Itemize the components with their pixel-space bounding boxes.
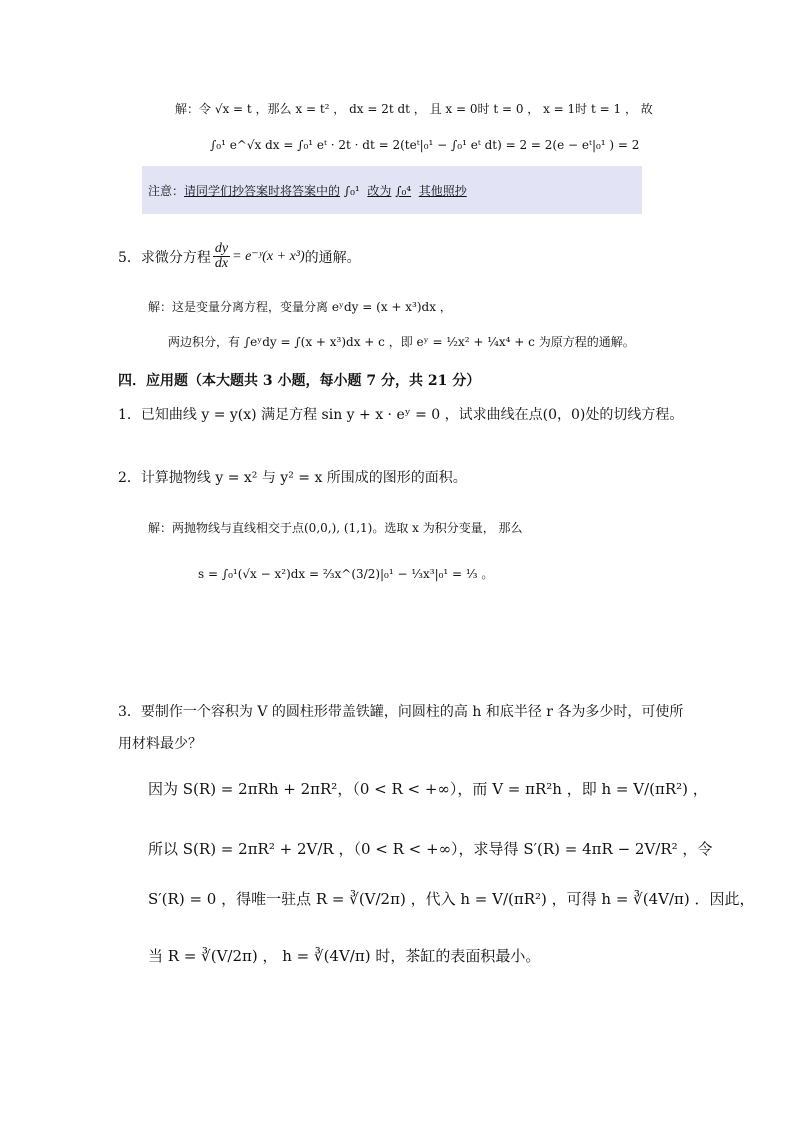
app3-sol-line2: 所以 S(R) = 2πR² + 2V/R ，（0 < R < +∞），求导得 S′(R) = 4πR − 2V/R² ，令 — [148, 840, 713, 858]
app1-question: 1．已知曲线 y = y(x) 满足方程 sin y + x · eʸ = 0 ，试求曲线在点(0，0)处的切线方程。 — [118, 407, 684, 423]
q5-question — [118, 242, 361, 271]
sol4-line2: ∫₀¹ e^√x dx = ∫₀¹ eᵗ · 2t · dt = 2(teᵗ|₀¹ − ∫₀¹ eᵗ dt) = 2 = 2(e − eᵗ|₀¹ ) = 2 — [210, 138, 640, 152]
q5-sol-line2: 两边积分，有 ∫eʸdy = ∫(x + x³)dx + c ，即 eʸ = ½x² + ¼x⁴ + c 为原方程的通解。 — [168, 335, 635, 349]
q5-frac-num: dy — [214, 241, 229, 256]
app3-question-line1: 3．要制作一个容积为 V 的圆柱形带盖铁罐，问圆柱的高 h 和底半径 r 各为多少时，可使所 — [118, 704, 684, 720]
note-prefix: 注意： — [148, 184, 185, 198]
note-int-to: ∫₀⁴ — [395, 184, 412, 198]
app2-sol-line1: 解：两抛物线与直线相交于点(0,0,), (1,1)。选取 x 为积分变量， 那么 — [148, 521, 523, 535]
note-change-to: 改为 — [367, 184, 392, 198]
note-line — [148, 182, 467, 199]
note-int-from: ∫₀¹ — [343, 184, 360, 198]
q5-fraction — [213, 242, 230, 271]
note-text: 请同学们抄答案时将答案中的 — [184, 184, 341, 198]
q5-sol-line1: 解：这是变量分离方程，变量分离 eʸdy = (x + x³)dx ， — [148, 300, 452, 314]
q5-question-post: 的通解。 — [304, 249, 361, 266]
section4-heading: 四．应用题（本大题共 3 小题，每小题 7 分，共 21 分） — [118, 373, 481, 389]
app3-sol-line4: 当 R = ∛(V/2π) ， h = ∛(4V/π) 时，茶缸的表面积最小。 — [148, 947, 541, 965]
app2-sol-line2: s = ∫₀¹(√x − x²)dx = ⅔x^(3/2)|₀¹ − ⅓x³|₀¹ = ⅓ 。 — [198, 567, 494, 581]
q5-question-rhs: = e⁻ʸ(x + x³) — [232, 249, 305, 264]
sol4-line1: 解：令 √x = t ，那么 x = t² ， dx = 2t dt ， 且 x = 0时 t = 0 ， x = 1时 t = 1 ， 故 — [175, 102, 653, 116]
q5-question-pre: 5．求微分方程 — [118, 249, 211, 266]
note-suffix: 其他照抄 — [418, 184, 467, 198]
app2-question: 2．计算抛物线 y = x² 与 y² = x 所围成的图形的面积。 — [118, 470, 467, 486]
app3-question-line2: 用材料最少？ — [118, 736, 202, 752]
app3-sol-line1: 因为 S(R) = 2πRh + 2πR²，（0 < R < +∞），而 V = πR²h ，即 h = V/(πR²) ， — [148, 780, 708, 798]
q5-frac-den: dx — [214, 256, 229, 271]
app3-sol-line3: S′(R) = 0 ，得唯一驻点 R = ∛(V/2π) ，代入 h = V/(πR²) ，可得 h = ∛(4V/π) ．因此， — [148, 890, 755, 908]
